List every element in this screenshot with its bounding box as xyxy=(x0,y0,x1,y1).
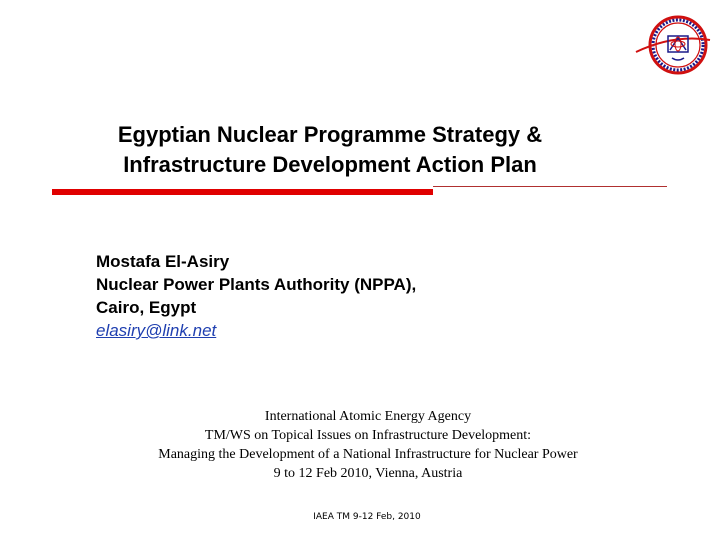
author-name: Mostafa El-Asiry xyxy=(96,252,230,271)
author-location: Cairo, Egypt xyxy=(96,298,197,317)
event-block xyxy=(60,407,676,483)
event-date-location: 9 to 12 Feb 2010, Vienna, Austria xyxy=(273,466,463,481)
event-title: TM/WS on Topical Issues on Infrastructure Development: xyxy=(204,428,532,443)
author-email-link[interactable]: elasiry@link.net xyxy=(96,321,217,340)
title-line-2: Infrastructure Development Action Plan xyxy=(123,152,537,177)
event-organizer: International Atomic Energy Agency xyxy=(264,409,472,424)
organization-seal-icon xyxy=(634,12,712,78)
event-subtitle: Managing the Development of a National Infrastructure for Nuclear Power xyxy=(158,447,578,462)
slide-footer: IAEA TM 9-12 Feb, 2010 xyxy=(313,512,421,522)
slide-title xyxy=(40,120,620,180)
author-block xyxy=(96,250,416,342)
title-underline-rule xyxy=(433,186,667,187)
author-organization: Nuclear Power Plants Authority (NPPA), xyxy=(96,275,417,294)
title-underline-accent xyxy=(52,189,433,195)
title-line-1: Egyptian Nuclear Programme Strategy & xyxy=(117,122,543,147)
